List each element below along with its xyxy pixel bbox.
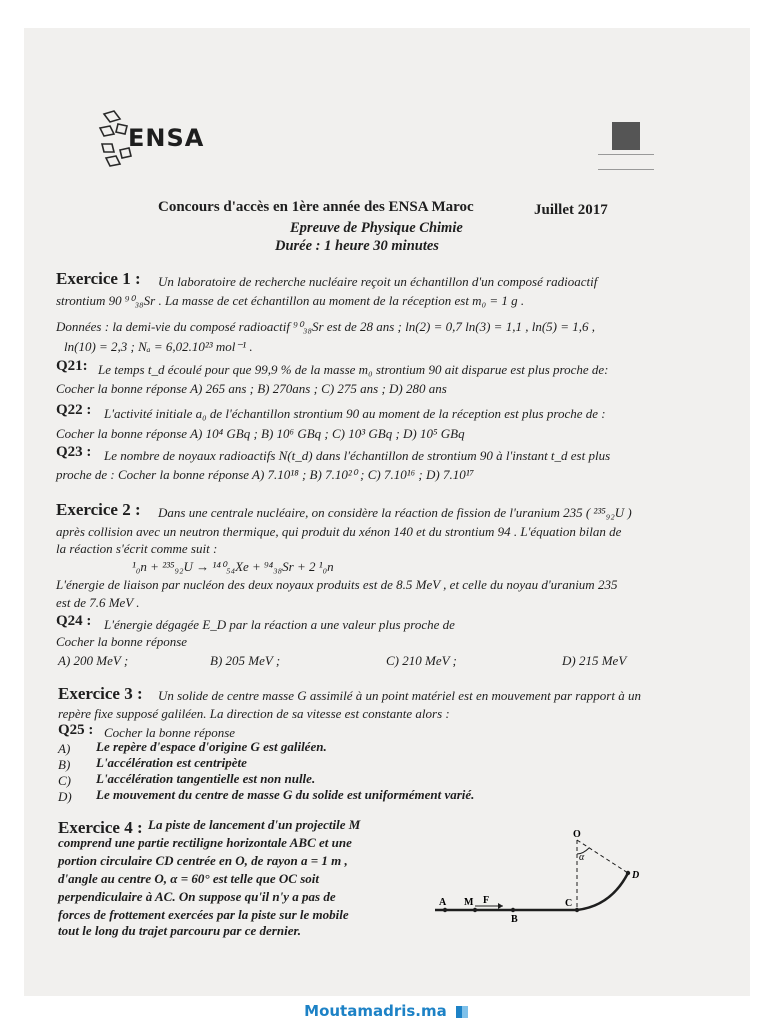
label-f: F <box>483 895 490 906</box>
label-alpha: α <box>579 852 585 863</box>
q22-text: L'activité initiale a₀ de l'échantillon strontium 90 au moment de la réception est plus proche de : <box>104 406 606 421</box>
exercise-4-line-1: La piste de lancement d'un projectile M <box>148 817 361 832</box>
force-arrow-head <box>498 903 503 909</box>
q21-label: Q21: <box>56 358 88 374</box>
exercise-3-line-2: repère fixe supposé galiléen. La direction de sa vitesse est constante alors : <box>58 706 450 721</box>
q24-option-c: C) 210 MeV ; <box>386 653 457 668</box>
label-c: C <box>565 898 573 909</box>
exercise-2-heading: Exercice 2 : <box>56 500 141 519</box>
q24-label: Q24 : <box>56 613 92 629</box>
label-d: D <box>632 870 640 881</box>
exercise-1-data-line-1: Données : la demi-vie du composé radioactif ⁹⁰₃₈Sr est de 28 ans ; ln(2) = 0,7 ln(3) = 1,1 , ln(5) = 1,6 , <box>56 319 595 334</box>
q25-option-c-letter: C) <box>58 773 71 788</box>
exercise-3-heading: Exercice 3 : <box>58 684 143 703</box>
point-c-dot <box>575 908 579 912</box>
exercise-1-line-2: strontium 90 ⁹⁰₃₈Sr . La masse de cet échantillon au moment de la réception est m₀ = 1 g . <box>56 293 525 308</box>
footer <box>0 996 768 1024</box>
q25-option-c-text: L'accélération tangentielle est non nulle. <box>96 771 316 786</box>
q25-text: Cocher la bonne réponse <box>104 725 236 740</box>
q25-option-a-text: Le repère d'espace d'origine G est galiléen. <box>96 739 327 754</box>
q23-options: proche de : Cocher la bonne réponse A) 7.10¹⁸ ; B) 7.10²⁰ ; C) 7.10¹⁶ ; D) 7.10¹⁷ <box>56 467 475 482</box>
exercise-4-heading: Exercice 4 : <box>58 818 143 837</box>
exercise-2-line-5: est de 7.6 MeV . <box>56 595 140 610</box>
exercise-4-line-4: d'angle au centre O, α = 60° est telle que OC soit <box>58 871 320 886</box>
exercise-2-line-3: la réaction s'écrit comme suit : <box>56 541 218 556</box>
exercise-2-line-4: L'énergie de liaison par nucléon des deux noyaux produits est de 8.5 MeV , et celle du noyau d'uranium 235 <box>56 577 618 592</box>
exam-date: Juillet 2017 <box>534 202 608 218</box>
track-circular-arc <box>577 873 628 910</box>
exercise-4-line-6: forces de frottement exercées par la piste sur le mobile <box>58 907 349 922</box>
q23-text: Le nombre de noyaux radioactifs N(t_d) dans l'échantillon de strontium 90 à l'instant t_d est plus <box>104 448 611 463</box>
ministry-emblem <box>594 112 658 176</box>
exercise-1-data-line-2: ln(10) = 2,3 ; Nₐ = 6,02.10²³ mol⁻¹ . <box>64 339 253 354</box>
q25-option-b-text: L'accélération est centripète <box>96 755 247 770</box>
q24-instruction: Cocher la bonne réponse <box>56 634 188 649</box>
fission-equation: ¹₀n + ²³⁵₉₂U → ¹⁴⁰₅₄Xe + ⁹⁴₃₈Sr + 2 ¹₀n <box>132 559 334 574</box>
q23-label: Q23 : <box>56 444 92 460</box>
q25-option-a-letter: A) <box>58 741 71 756</box>
q21-text: Le temps t_d écoulé pour que 99,9 % de la masse m₀ strontium 90 ait disparue est plus proche de: <box>98 362 609 377</box>
exercise-1-heading: Exercice 1 : <box>56 269 141 288</box>
q24-option-a: A) 200 MeV ; <box>58 653 129 668</box>
q22-label: Q22 : <box>56 402 92 418</box>
track-figure <box>425 826 650 926</box>
q25-option-d-text: Le mouvement du centre de masse G du solide est uniformément varié. <box>96 787 475 802</box>
label-a: A <box>439 897 447 908</box>
watermark-brand: Moutamadris.ma <box>304 1002 447 1020</box>
od-radius-line <box>577 840 628 873</box>
q25-label: Q25 : <box>58 722 94 738</box>
point-d-dot <box>626 871 630 875</box>
exam-duration: Durée : 1 heure 30 minutes <box>275 238 439 254</box>
exercise-4-line-5: perpendiculaire à AC. On suppose qu'il n'y a pas de <box>58 889 336 904</box>
label-o: O <box>573 829 581 840</box>
exercise-3-line-1: Un solide de centre masse G assimilé à un point matériel est en mouvement par rapport à un <box>158 688 641 703</box>
point-b-dot <box>511 908 515 912</box>
contest-title: Concours d'accès en 1ère année des ENSA Maroc <box>158 199 474 215</box>
point-m-dot <box>473 908 477 912</box>
exercise-1-line-1: Un laboratoire de recherche nucléaire reçoit un échantillon d'un composé radioactif <box>158 274 598 289</box>
q24-text: L'énergie dégagée E_D par la réaction a une valeur plus proche de <box>104 617 455 632</box>
label-m: M <box>464 897 474 908</box>
q22-options: Cocher la bonne réponse A) 10⁴ GBq ; B) 10⁶ GBq ; C) 10³ GBq ; D) 10⁵ GBq <box>56 426 465 441</box>
label-b: B <box>511 914 518 925</box>
exam-subject: Epreuve de Physique Chimie <box>290 220 463 236</box>
emblem-caption-lines <box>598 154 654 170</box>
watermark-pixel-icon <box>456 1006 468 1018</box>
q25-option-b-letter: B) <box>58 757 71 772</box>
q25-option-d-letter: D) <box>58 789 72 804</box>
exercise-4-line-7: tout le long du trajet parcouru par ce dernier. <box>58 923 302 938</box>
ensa-logo <box>98 110 208 170</box>
q24-option-d: D) 215 MeV <box>562 653 627 668</box>
emblem-square <box>612 122 640 150</box>
exercise-4-line-3: portion circulaire CD centrée en O, de rayon a = 1 m , <box>58 853 348 868</box>
point-a-dot <box>443 908 447 912</box>
logo-text: ENSA <box>128 124 205 152</box>
exercise-2-line-2: après collision avec un neutron thermique, qui produit du xénon 140 et du strontium 94 . L'équation bilan de <box>56 524 622 539</box>
q24-option-b: B) 205 MeV ; <box>210 653 281 668</box>
exercise-2-line-1: Dans une centrale nucléaire, on considère la réaction de fission de l'uranium 235 ( ²³⁵₉₂U ) <box>158 505 632 520</box>
exercise-4-line-2: comprend une partie rectiligne horizontale ABC et une <box>58 835 352 850</box>
q21-options: Cocher la bonne réponse A) 265 ans ; B) 270ans ; C) 275 ans ; D) 280 ans <box>56 381 447 396</box>
